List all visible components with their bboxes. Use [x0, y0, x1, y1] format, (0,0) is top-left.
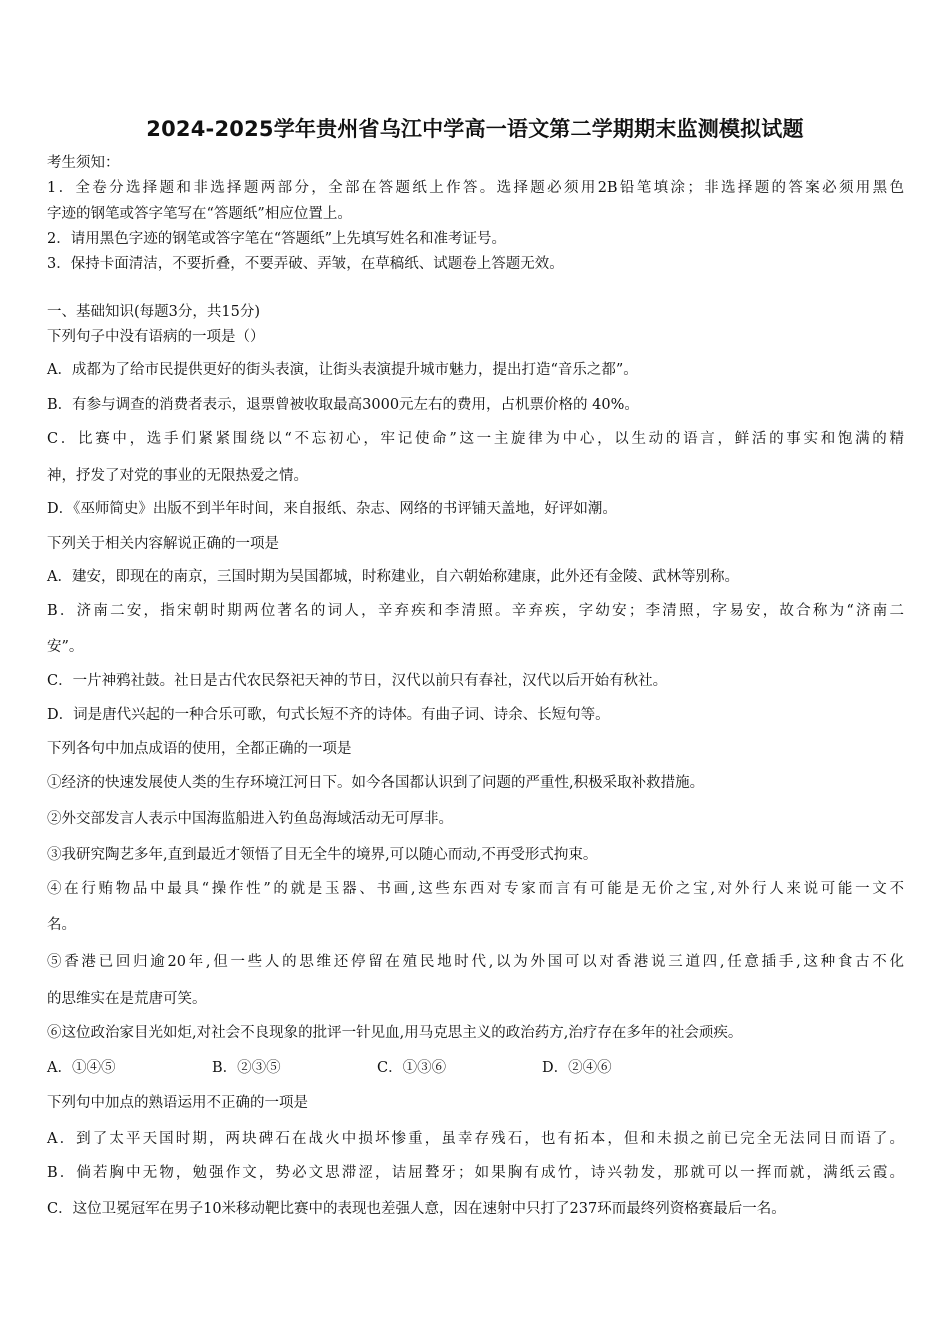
question-sentence-cont: 名。 — [47, 917, 76, 933]
question-stem: 下列关于相关内容解说正确的一项是 — [47, 536, 279, 552]
question-sentence: ③我研究陶艺多年,直到最近才领悟了目无全牛的境界,可以随心而动,不再受形式拘束。 — [47, 847, 598, 863]
question-option: C．比赛中，选手们紧紧围绕以“不忘初心，牢记使命”这一主旋律为中心，以生动的语言，鲜活的事实和饱满的精 — [47, 431, 904, 447]
question-option: A．成都为了给市民提供更好的街头表演，让街头表演提升城市魅力，提出打造“音乐之都”。 — [47, 362, 638, 378]
question-option: A．建安，即现在的南京，三国时期为吴国都城，时称建业，自六朝始称建康，此外还有金陵、武林等别称。 — [47, 569, 739, 585]
notice-item: 3．保持卡面清洁，不要折叠，不要弄破、弄皱，在草稿纸、试题卷上答题无效。 — [47, 256, 564, 272]
question-sentence-cont: 的思维实在是荒唐可笑。 — [47, 991, 207, 1007]
question-stem: 下列各句中加点成语的使用，全都正确的一项是 — [47, 741, 352, 757]
question-sentence: ⑥这位政治家目光如炬,对社会不良现象的批评一针见血,用马克思主义的政治药方,治疗存在多年的社会顽疾。 — [47, 1025, 743, 1041]
question-option-cont: 安”。 — [47, 639, 84, 655]
notice-heading: 考生须知： — [47, 155, 120, 171]
question-sentence: ②外交部发言人表示中国海监船进入钓鱼岛海域活动无可厚非。 — [47, 811, 453, 827]
section-heading: 一、基础知识(每题3分，共15分) — [47, 304, 260, 320]
choice-b: B．②③⑤ — [212, 1060, 281, 1076]
question-option: A．到了太平天国时期，两块碑石在战火中损坏惨重，虽幸存残石，也有拓本，但和未损之前已完全无法同日而语了。 — [47, 1131, 904, 1147]
question-option: B．有参与调查的消费者表示，退票曾被收取最高3000元左右的费用，占机票价格的 40%。 — [47, 397, 639, 413]
notice-item: 1．全卷分选择题和非选择题两部分，全部在答题纸上作答。选择题必须用2B铅笔填涂；非选择题的答案必须用黑色 — [47, 180, 904, 196]
question-option-cont: 神，抒发了对党的事业的无限热爱之情。 — [47, 468, 308, 484]
notice-item: 2．请用黑色字迹的钢笔或答字笔在“答题纸”上先填写姓名和准考证号。 — [47, 231, 507, 247]
choice-d: D．②④⑥ — [542, 1060, 612, 1076]
question-stem: 下列句子中没有语病的一项是（） — [47, 329, 265, 345]
page-title: 2024-2025学年贵州省乌江中学高一语文第二学期期末监测模拟试题 — [146, 117, 804, 141]
notice-item: 字迹的钢笔或答字笔写在“答题纸”相应位置上。 — [47, 206, 352, 222]
question-option: D．词是唐代兴起的一种合乐可歌，句式长短不齐的诗体。有曲子词、诗余、长短句等。 — [47, 707, 610, 723]
question-stem: 下列句中加点的熟语运用不正确的一项是 — [47, 1095, 308, 1111]
question-option: D．《巫师简史》出版不到半年时间，来自报纸、杂志、网络的书评铺天盖地，好评如潮。 — [47, 501, 617, 517]
question-option: C．一片神鸦社鼓。社日是古代农民祭祀天神的节日，汉代以前只有春社，汉代以后开始有秋社。 — [47, 673, 668, 689]
question-sentence: ①经济的快速发展使人类的生存环境江河日下。如今各国都认识到了问题的严重性,积极采取补救措施。 — [47, 775, 705, 791]
question-option: C．这位卫冕冠军在男子10米移动靶比赛中的表现也差强人意，因在速射中只打了237环而最终列资格赛最后一名。 — [47, 1201, 786, 1217]
question-option: B．济南二安，指宋朝时期两位著名的词人，辛弃疾和李清照。辛弃疾，字幼安；李清照，字易安，故合称为“济南二 — [47, 603, 904, 619]
choice-a: A．①④⑤ — [47, 1060, 116, 1076]
choice-c: C．①③⑥ — [377, 1060, 447, 1076]
question-sentence: ⑤香港已回归逾20年,但一些人的思维还停留在殖民地时代,以为外国可以对香港说三道四,任意插手,这种食古不化 — [47, 954, 904, 970]
question-sentence: ④在行贿物品中最具“操作性”的就是玉器、书画,这些东西对专家而言有可能是无价之宝,对外行人来说可能一文不 — [47, 881, 904, 897]
question-option: B．倘若胸中无物，勉强作文，势必文思滞涩，诘屈聱牙；如果胸有成竹，诗兴勃发，那就可以一挥而就，满纸云霞。 — [47, 1165, 904, 1181]
